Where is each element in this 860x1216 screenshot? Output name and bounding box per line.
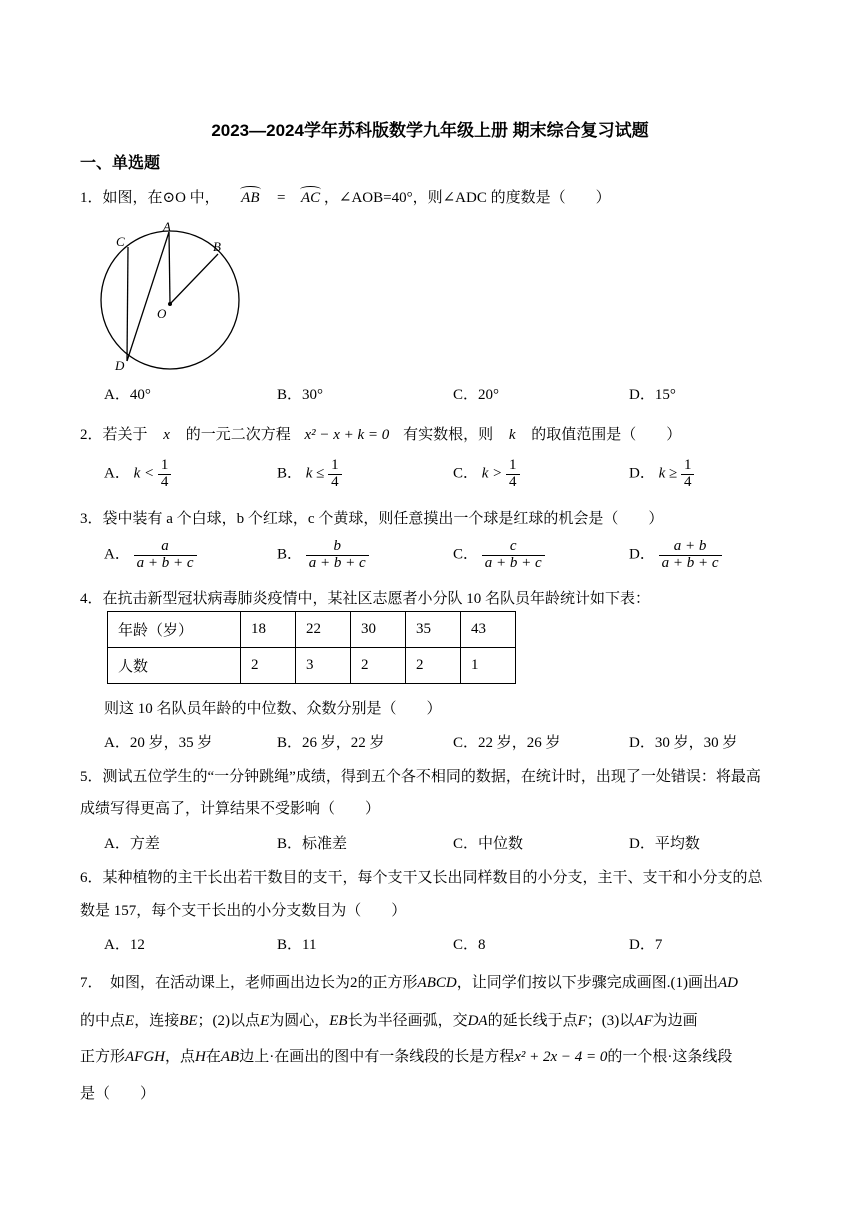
- math-segment: EB: [329, 1013, 348, 1029]
- variable-x: x: [163, 427, 170, 443]
- table-cell: 1: [461, 648, 516, 684]
- q5-option-a[interactable]: A．方差: [104, 836, 160, 852]
- q2-option-a[interactable]: [104, 458, 171, 491]
- table-header-cell: 人数: [108, 648, 241, 684]
- math-value: 2: [350, 975, 358, 991]
- q3-option-a[interactable]: [104, 539, 197, 572]
- q1-option-c[interactable]: C．20°: [453, 387, 500, 403]
- table-header-cell: 年龄（岁）: [108, 612, 241, 648]
- question-4-followup: 则这 10 名队员年龄的中位数、众数分别是（ ）: [104, 701, 442, 717]
- denominator: a + b + c: [134, 555, 197, 572]
- question-number: 1．: [80, 190, 103, 206]
- label-a: A: [163, 222, 171, 234]
- step-number: (2): [212, 1013, 231, 1029]
- math-square-afgh: AFGH: [125, 1049, 166, 1065]
- question-text: 在: [205, 1049, 221, 1065]
- math-point: H: [195, 1049, 206, 1065]
- q2-option-c[interactable]: [453, 458, 520, 491]
- option-letter: A．: [104, 546, 130, 563]
- q6-option-a[interactable]: A．12: [104, 937, 145, 953]
- question-6-line-1: 6．某种植物的主干长出若干数目的支干，每个支干又长出同样数目的小分支，主干、支干和小分支的总: [80, 870, 763, 886]
- question-7-line-3: [80, 1045, 732, 1066]
- question-text: ，点: [165, 1049, 196, 1065]
- math-point: E: [125, 1013, 135, 1029]
- math-point: F: [577, 1013, 587, 1029]
- label-o: O: [157, 306, 167, 321]
- question-number: 2．: [80, 427, 103, 443]
- question-text: ，连接: [134, 1013, 180, 1029]
- question-1-stem: [80, 186, 611, 207]
- math-segment: AB: [220, 1049, 240, 1065]
- question-4-stem: 4．在抗击新型冠状病毒肺炎疫情中，某社区志愿者小分队 10 名队员年龄统计如下表：: [80, 591, 651, 607]
- fraction: [482, 539, 545, 572]
- q4-option-b[interactable]: B．26 岁，22 岁: [277, 735, 385, 751]
- q3-option-b[interactable]: [277, 539, 369, 572]
- equation: x² − x + k = 0: [304, 427, 390, 443]
- fraction: [306, 539, 369, 572]
- question-3-stem: 3．袋中装有 a 个白球，b 个红球，c 个黄球，则任意摸出一个球是红球的机会是（ ）: [80, 511, 664, 527]
- q5-option-d[interactable]: D．平均数: [629, 836, 700, 852]
- step-number: (1): [670, 975, 688, 991]
- denominator: a + b + c: [482, 555, 545, 572]
- option-inequality: k ≤: [305, 465, 325, 482]
- question-5-line-2: 成绩写得更高了，计算结果不受影响（ ）: [80, 801, 381, 817]
- q1-option-a[interactable]: A．40°: [104, 387, 151, 403]
- numerator: 1: [331, 457, 339, 473]
- variable-k: k: [508, 427, 516, 443]
- question-text: 有实数根，则: [403, 427, 494, 443]
- question-text: 如图，在⊙O 中，: [102, 190, 220, 206]
- question-text: 以点: [230, 1013, 261, 1029]
- numerator: 1: [683, 457, 692, 473]
- table-cell: 22: [296, 612, 351, 648]
- math-segment: DA: [467, 1013, 488, 1029]
- q6-option-c[interactable]: C．8: [453, 937, 486, 953]
- fraction: [506, 458, 520, 491]
- option-letter: B．: [277, 546, 303, 563]
- q4-option-c[interactable]: C．22 岁，26 岁: [453, 735, 561, 751]
- question-text: ；: [586, 1013, 602, 1029]
- option-letter: C．: [453, 546, 479, 563]
- arc-ac: AC: [300, 190, 321, 206]
- math-segment: AD: [717, 975, 738, 991]
- label-b: B: [213, 239, 221, 254]
- fraction: [681, 458, 695, 491]
- numerator: b: [333, 538, 341, 554]
- step-number: (3): [601, 1013, 620, 1029]
- q6-option-b[interactable]: B．11: [277, 937, 317, 953]
- circle-geometry-figure: [95, 222, 245, 372]
- q3-option-d[interactable]: [629, 539, 722, 572]
- denominator: 4: [328, 474, 342, 491]
- fraction: [134, 539, 197, 572]
- q5-option-c[interactable]: C．中位数: [453, 836, 524, 852]
- math-square-abcd: ABCD: [417, 975, 457, 991]
- table-cell: 18: [241, 612, 296, 648]
- equals-sign: =: [277, 190, 286, 206]
- option-letter: D．: [629, 465, 655, 482]
- center-point: [168, 302, 172, 306]
- table-cell: 35: [406, 612, 461, 648]
- q2-option-d[interactable]: [629, 458, 694, 491]
- question-text: 的取值范围是（ ）: [531, 427, 682, 443]
- math-segment: AF: [634, 1013, 653, 1029]
- question-text: 的一元二次方程: [185, 427, 291, 443]
- label-d: D: [115, 358, 125, 372]
- q2-option-b[interactable]: [277, 458, 342, 491]
- denominator: 4: [506, 474, 520, 491]
- question-text: ；: [197, 1013, 213, 1029]
- option-inequality: k >: [481, 465, 503, 482]
- question-text: 以: [619, 1013, 635, 1029]
- age-table: [107, 611, 516, 684]
- document-title: 2023—2024学年苏科版数学九年级上册 期末综合复习试题: [211, 121, 649, 140]
- table-cell: 2: [406, 648, 461, 684]
- math-segment: BE: [179, 1013, 198, 1029]
- question-2-stem: [80, 423, 681, 444]
- section-title: 一、单选题: [80, 155, 161, 172]
- fraction: [659, 539, 722, 572]
- question-text: 长为半径画弧，交: [347, 1013, 468, 1029]
- q1-option-d[interactable]: D．15°: [629, 387, 676, 403]
- table-cell: 3: [296, 648, 351, 684]
- question-5-line-1: 5．测试五位学生的“一分钟跳绳”成绩，得到五个各不相同的数据，在统计时，出现了一处错误：将最高: [80, 769, 761, 785]
- numerator: a: [161, 538, 169, 554]
- question-text: 为边画: [652, 1013, 698, 1029]
- question-text: 边上·在画出的图中有一条线段的长是方程: [239, 1049, 515, 1065]
- chord-ad: [127, 232, 169, 361]
- radius-ob: [170, 254, 218, 304]
- q3-option-c[interactable]: [453, 539, 545, 572]
- numerator: a + b: [673, 538, 707, 554]
- question-7-line-2: [80, 1009, 698, 1030]
- fraction: [158, 458, 172, 491]
- question-text: 的中点: [80, 1013, 126, 1029]
- option-inequality: k <: [133, 465, 155, 482]
- fraction: [328, 458, 342, 491]
- question-7-line-1: [80, 971, 738, 992]
- q5-option-b[interactable]: B．标准差: [277, 836, 348, 852]
- denominator: a + b + c: [306, 555, 369, 572]
- question-6-line-2: 数是 157，每个支干长出的小分支数目为（ ）: [80, 903, 407, 919]
- option-letter: A．: [104, 465, 130, 482]
- arc-ab: AB: [241, 190, 260, 206]
- option-inequality: k ≥: [658, 465, 678, 482]
- table-cell: 2: [241, 648, 296, 684]
- question-text: ，让同学们按以下步骤完成画图.: [456, 975, 671, 991]
- option-letter: B．: [277, 465, 303, 482]
- denominator: 4: [681, 474, 695, 491]
- question-text: 的延长线于点: [487, 1013, 578, 1029]
- chord-cd: [127, 247, 128, 361]
- question-text: 为圆心，: [269, 1013, 330, 1029]
- q4-option-a[interactable]: A．20 岁，35 岁: [104, 735, 213, 751]
- question-text: 的正方形: [357, 975, 418, 991]
- question-text: 画出: [687, 975, 718, 991]
- table-cell: 43: [461, 612, 516, 648]
- table-cell: 2: [351, 648, 406, 684]
- radius-oa: [169, 232, 170, 304]
- numerator: 1: [160, 457, 169, 473]
- q4-option-d[interactable]: D．30 岁，30 岁: [629, 735, 738, 751]
- question-text: ，∠AOB=40°，则∠ADC 的度数是（ ）: [323, 190, 611, 206]
- question-text: 7． 如图，在活动课上，老师画出边长为: [80, 975, 351, 991]
- option-letter: C．: [453, 465, 479, 482]
- numerator: c: [509, 538, 517, 554]
- q1-option-b[interactable]: B．30°: [277, 387, 324, 403]
- q6-option-d[interactable]: D．7: [629, 937, 663, 953]
- denominator: 4: [158, 474, 172, 491]
- table-row: [108, 648, 516, 684]
- numerator: 1: [509, 457, 517, 473]
- question-text: 若关于: [102, 427, 148, 443]
- question-text: 的一个根·这条线段: [607, 1049, 733, 1065]
- option-letter: D．: [629, 546, 655, 563]
- label-c: C: [116, 234, 125, 249]
- question-text: 正方形: [80, 1049, 126, 1065]
- question-7-line-4: 是（ ）: [80, 1086, 156, 1102]
- equation: x² + 2x − 4 = 0: [514, 1049, 608, 1065]
- math-point: E: [260, 1013, 270, 1029]
- denominator: a + b + c: [659, 555, 722, 572]
- table-cell: 30: [351, 612, 406, 648]
- table-row: [108, 612, 516, 648]
